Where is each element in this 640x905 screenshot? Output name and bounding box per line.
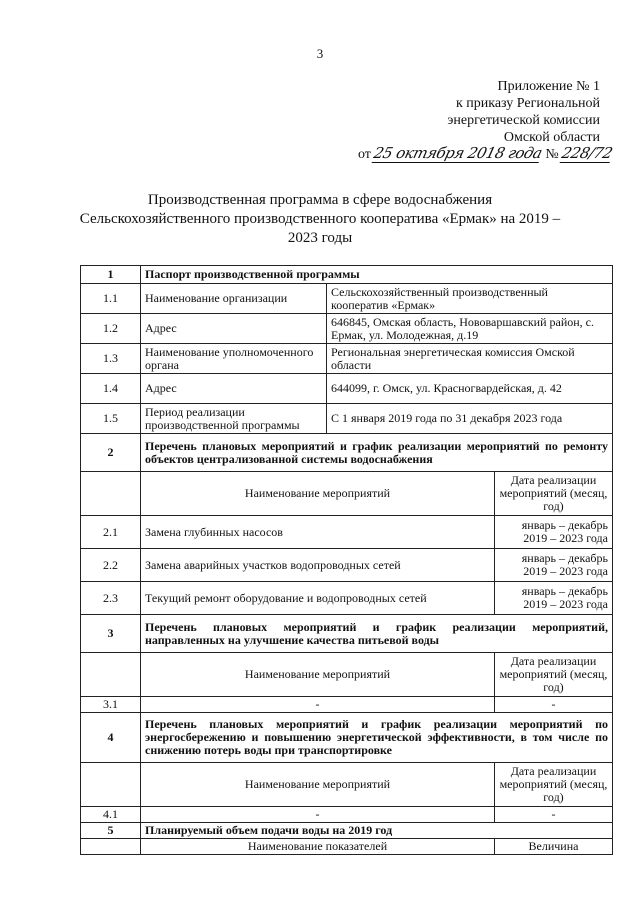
table-row (81, 344, 613, 374)
column-header-row (81, 839, 613, 855)
date-prefix: от (357, 147, 371, 162)
handwritten-number: 228/72 (560, 144, 615, 162)
row-number: 1.3 (81, 344, 141, 374)
row-value: Региональная энергетическая комиссия Омской области (327, 344, 613, 374)
column-header-row (81, 472, 613, 516)
empty-cell (81, 472, 141, 516)
measure-date: январь – декабрь 2019 – 2023 года (495, 516, 613, 549)
empty-cell (81, 763, 141, 807)
column-header-row (81, 763, 613, 807)
row-label: Адрес (141, 374, 327, 404)
row-value: С 1 января 2019 года по 31 декабря 2023 года (327, 404, 613, 434)
section-number: 1 (81, 266, 141, 284)
section-title: Перечень плановых мероприятий и график реализации мероприятий по энергосбережению и повышению энергетической эффективности, в том числе по снижению потерь воды при транспортировке (141, 713, 613, 763)
table-row (81, 404, 613, 434)
row-number: 1.2 (81, 314, 141, 344)
section-number: 4 (81, 713, 141, 763)
table-row (81, 516, 613, 549)
measure-name: Замена аварийных участков водопроводных сетей (141, 549, 495, 582)
column-header-value: Величина (495, 839, 613, 855)
order-date-number (357, 144, 615, 163)
table-row (81, 549, 613, 582)
appendix-line-2: к приказу Региональной (455, 96, 600, 111)
page-number: 3 (316, 46, 324, 61)
appendix-line-4: Омской области (503, 130, 600, 145)
appendix-header (447, 78, 600, 146)
row-number: 2.1 (81, 516, 141, 549)
table-row (81, 697, 613, 713)
row-number: 1.4 (81, 374, 141, 404)
measure-date: - (495, 807, 613, 823)
appendix-line-1: Приложение № 1 (497, 79, 600, 94)
measure-name: - (141, 807, 495, 823)
section-row (81, 434, 613, 472)
document-title (70, 191, 570, 248)
table-row (81, 582, 613, 615)
section-title: Перечень плановых мероприятий и график реализации мероприятий по ремонту объектов централизованной системы водоснабжения (141, 434, 613, 472)
table-row (81, 807, 613, 823)
table-row (81, 314, 613, 344)
row-label: Наименование организации (141, 284, 327, 314)
section-number: 3 (81, 615, 141, 653)
column-header-measures: Наименование мероприятий (141, 472, 495, 516)
row-label: Период реализации производственной программы (141, 404, 327, 434)
row-number: 4.1 (81, 807, 141, 823)
row-number: 2.3 (81, 582, 141, 615)
section-number: 5 (81, 823, 141, 839)
row-label: Наименование уполномоченного органа (141, 344, 327, 374)
measure-date: - (495, 697, 613, 713)
row-value: 646845, Омская область, Нововаршавский район, с. Ермак, ул. Молодежная, д.19 (327, 314, 613, 344)
row-value: 644099, г. Омск, ул. Красногвардейская, д. 42 (327, 374, 613, 404)
measure-name: Текущий ремонт оборудование и водопроводных сетей (141, 582, 495, 615)
empty-cell (81, 839, 141, 855)
empty-cell (81, 653, 141, 697)
column-header-measures: Наименование мероприятий (141, 653, 495, 697)
appendix-line-3: энергетической комиссии (447, 113, 600, 128)
measure-date: январь – декабрь 2019 – 2023 года (495, 582, 613, 615)
title-line-3: 2023 годы (287, 230, 353, 246)
column-header-date: Дата реализации мероприятий (месяц, год) (495, 653, 613, 697)
section-number: 2 (81, 434, 141, 472)
row-label: Адрес (141, 314, 327, 344)
section-title: Перечень плановых мероприятий и график реализации мероприятий, направленных на улучшение качества питьевой воды (141, 615, 613, 653)
section-row (81, 615, 613, 653)
row-number: 1.1 (81, 284, 141, 314)
column-header-indicators: Наименование показателей (141, 839, 495, 855)
column-header-measures: Наименование мероприятий (141, 763, 495, 807)
column-header-date: Дата реализации мероприятий (месяц, год) (495, 763, 613, 807)
section-row (81, 823, 613, 839)
section-title: Паспорт производственной программы (141, 266, 613, 284)
row-number: 1.5 (81, 404, 141, 434)
row-number: 2.2 (81, 549, 141, 582)
row-value: Сельскохозяйственный производственный кооператив «Ермак» (327, 284, 613, 314)
handwritten-date: 25 октября 2018 года (372, 144, 545, 162)
column-header-row (81, 653, 613, 697)
section-title: Планируемый объем подачи воды на 2019 год (141, 823, 613, 839)
title-line-1: Производственная программа в сфере водоснабжения (147, 192, 493, 208)
column-header-date: Дата реализации мероприятий (месяц, год) (495, 472, 613, 516)
row-number: 3.1 (81, 697, 141, 713)
measure-name: - (141, 697, 495, 713)
section-row (81, 266, 613, 284)
title-line-2: Сельскохозяйственного производственного кооператива «Ермак» на 2019 – (79, 211, 561, 227)
table-row (81, 374, 613, 404)
program-table (80, 265, 613, 855)
measure-date: январь – декабрь 2019 – 2023 года (495, 549, 613, 582)
number-sign: № (545, 147, 559, 162)
measure-name: Замена глубинных насосов (141, 516, 495, 549)
section-row (81, 713, 613, 763)
table-row (81, 284, 613, 314)
